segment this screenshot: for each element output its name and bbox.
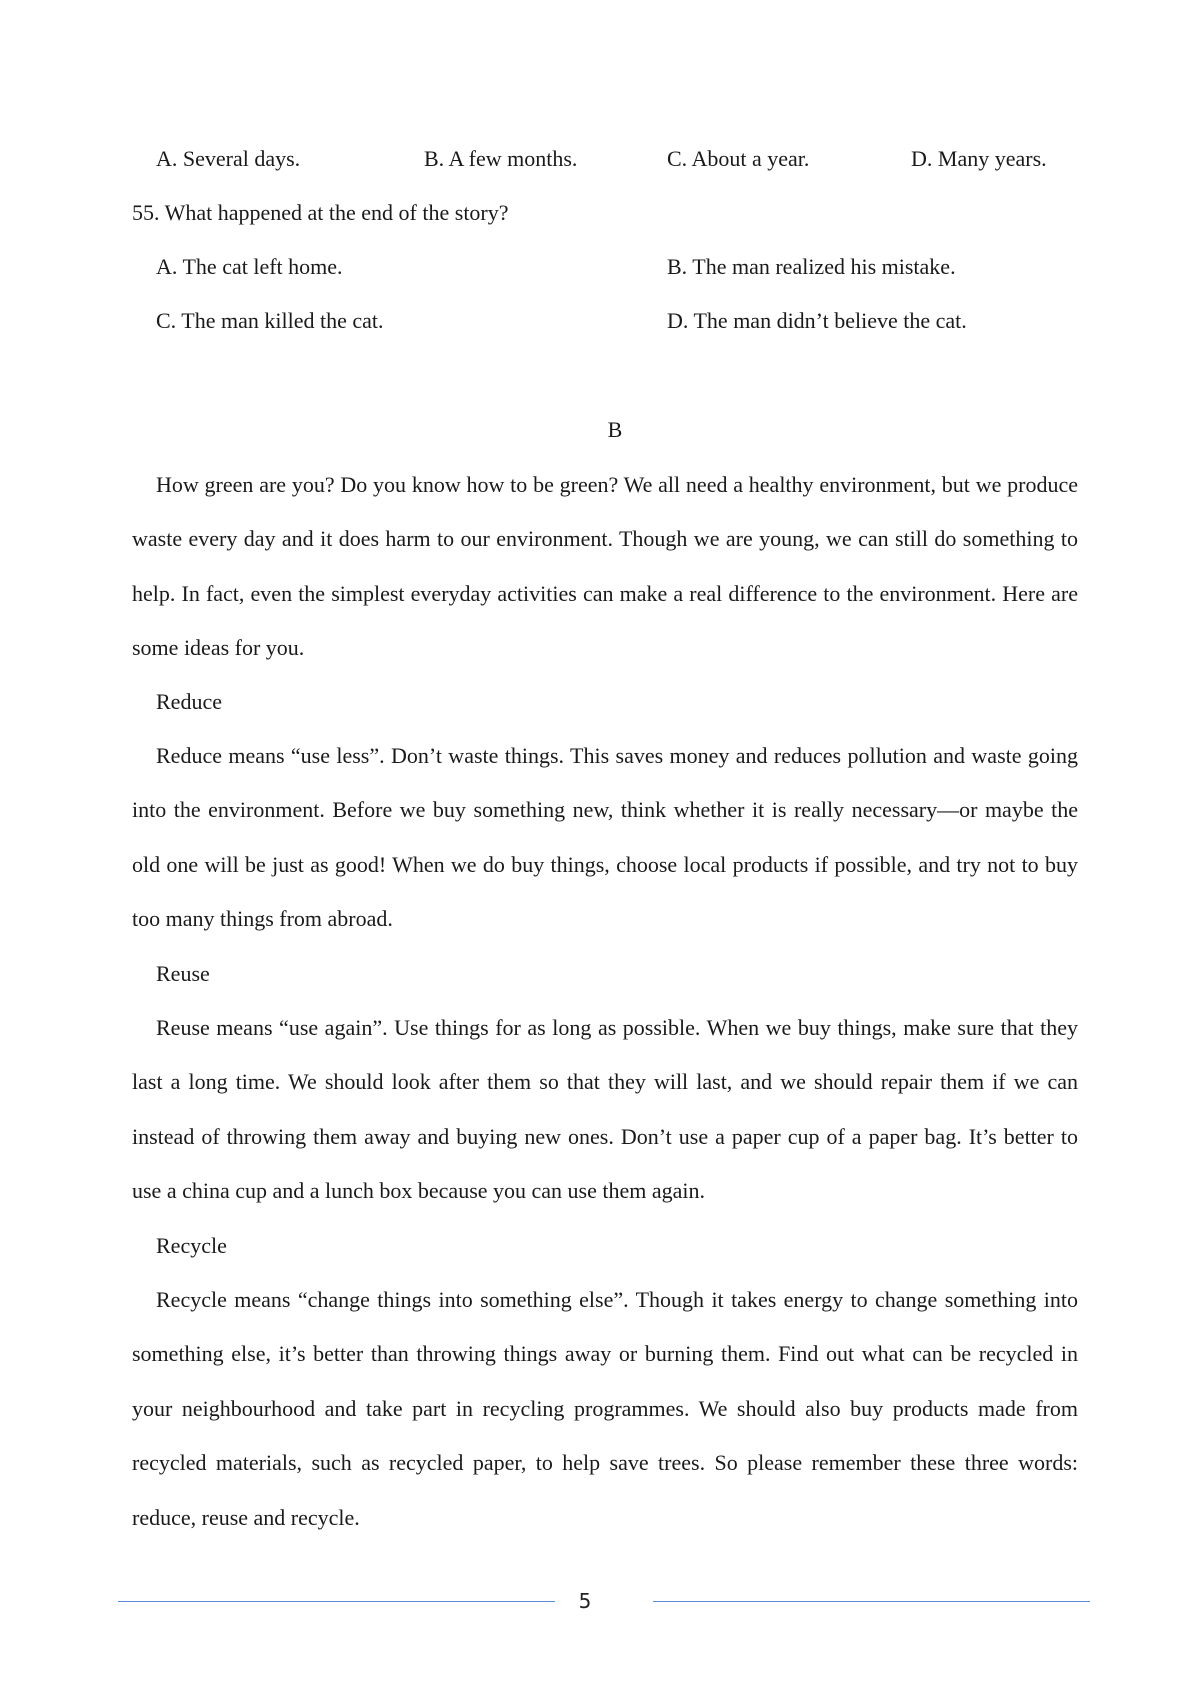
q55-option-a[interactable]: A. The cat left home. xyxy=(156,254,343,279)
intro-paragraph: How green are you? Do you know how to be green? We all need a healthy environment, but we produce waste every day and it does harm to our environment. Though we are young, we can still do something to help. In fact, even the simplest everyday activities can make a real difference to the environment. Here are some ideas for you. xyxy=(132,472,1078,661)
q55-option-d[interactable]: D. The man didn’t believe the cat. xyxy=(667,308,967,333)
page-number: 5 xyxy=(578,1589,592,1613)
heading-reduce: Reduce xyxy=(156,689,222,714)
q54-option-a[interactable]: A. Several days. xyxy=(156,146,301,171)
footer-rule-left xyxy=(118,1601,555,1602)
reduce-paragraph: Reduce means “use less”. Don’t waste things. This saves money and reduces pollution and waste going into the environment. Before we buy something new, think whether it is really necessary—or maybe the old one will be just as good! When we do buy things, choose local products if possible, and try not to buy too many things from abroad. xyxy=(132,743,1078,932)
footer-rule-right xyxy=(653,1601,1090,1602)
q55-option-c[interactable]: C. The man killed the cat. xyxy=(156,308,384,333)
q55-option-b[interactable]: B. The man realized his mistake. xyxy=(667,254,956,279)
recycle-paragraph: Recycle means “change things into something else”. Though it takes energy to change something into something else, it’s better than throwing things away or burning them. Find out what can be recycled in your neighbourhood and take part in recycling programmes. We should also buy products made from recycled materials, such as recycled paper, to help save trees. So please remember these three words: reduce, reuse and recycle. xyxy=(132,1287,1078,1530)
reuse-paragraph: Reuse means “use again”. Use things for as long as possible. When we buy things, make sure that they last a long time. We should look after them so that they will last, and we should repair them if we can instead of throwing them away and buying new ones. Don’t use a paper cup of a paper bag. It’s better to use a china cup and a lunch box because you can use them again. xyxy=(132,1015,1078,1204)
q54-option-b[interactable]: B. A few months. xyxy=(424,146,578,171)
heading-reuse: Reuse xyxy=(156,961,210,986)
q54-option-c[interactable]: C. About a year. xyxy=(667,146,810,171)
section-letter: B xyxy=(607,417,623,442)
q54-option-d[interactable]: D. Many years. xyxy=(911,146,1047,171)
heading-recycle: Recycle xyxy=(156,1233,227,1258)
q55-question: 55. What happened at the end of the story? xyxy=(132,200,509,225)
